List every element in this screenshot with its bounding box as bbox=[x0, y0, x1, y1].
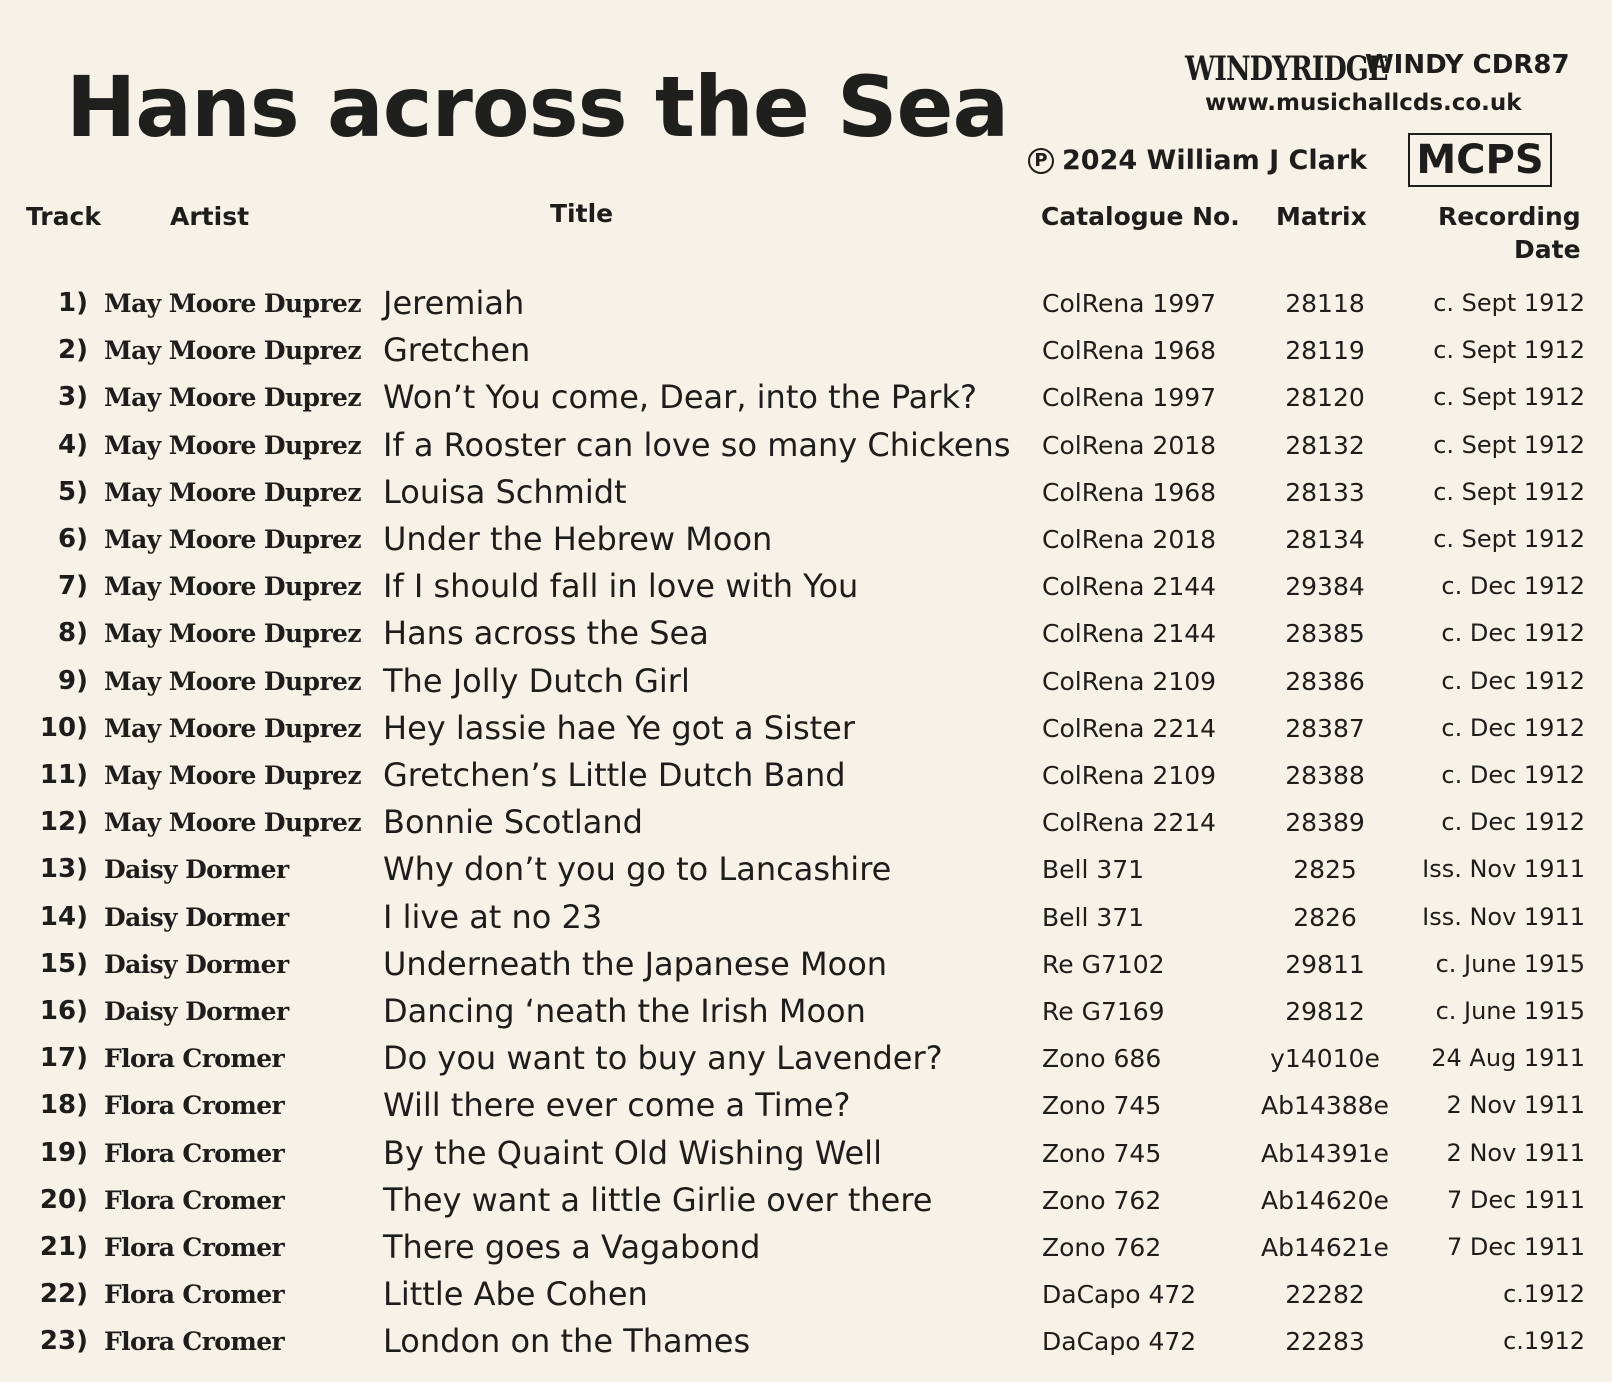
track-artist: Flora Cromer bbox=[104, 1327, 285, 1357]
track-recording-date: c. Dec 1912 bbox=[1441, 666, 1585, 695]
track-title: Hans across the Sea bbox=[383, 614, 709, 653]
track-recording-date: c. Dec 1912 bbox=[1441, 572, 1585, 601]
track-matrix: 2826 bbox=[1293, 902, 1357, 932]
track-catalogue-number: Zono 745 bbox=[1042, 1138, 1162, 1168]
copyright-line bbox=[1028, 145, 1367, 176]
track-row bbox=[0, 280, 1612, 327]
track-title: There goes a Vagabond bbox=[383, 1228, 761, 1266]
track-number: 14) bbox=[39, 901, 88, 932]
track-row bbox=[0, 1177, 1612, 1224]
track-row bbox=[0, 894, 1612, 941]
track-matrix: 28118 bbox=[1285, 289, 1365, 318]
track-recording-date: c. Dec 1912 bbox=[1441, 761, 1585, 789]
album-catalogue-number: WINDY CDR87 bbox=[1365, 50, 1570, 80]
track-number: 12) bbox=[39, 807, 88, 838]
track-number: 1) bbox=[58, 288, 88, 318]
track-matrix: 2825 bbox=[1293, 855, 1357, 885]
track-artist: May Moore Duprez bbox=[104, 383, 361, 413]
track-title: London on the Thames bbox=[383, 1322, 751, 1361]
track-number: 20) bbox=[39, 1184, 88, 1215]
track-number: 10) bbox=[39, 712, 88, 743]
track-artist: May Moore Duprez bbox=[104, 713, 361, 743]
track-matrix: 28120 bbox=[1285, 383, 1365, 413]
track-matrix: 28133 bbox=[1285, 477, 1365, 507]
track-row bbox=[0, 422, 1612, 469]
track-catalogue-number: ColRena 2144 bbox=[1042, 619, 1217, 649]
track-artist: Daisy Dormer bbox=[104, 997, 289, 1026]
track-row bbox=[0, 1271, 1612, 1318]
track-number: 9) bbox=[58, 665, 88, 696]
track-catalogue-number: ColRena 2109 bbox=[1042, 666, 1217, 696]
track-artist: May Moore Duprez bbox=[104, 761, 361, 790]
track-matrix: 29384 bbox=[1285, 572, 1365, 602]
track-title: Little Abe Cohen bbox=[383, 1275, 648, 1314]
track-artist: Daisy Dormer bbox=[104, 902, 289, 932]
track-artist: Flora Cromer bbox=[104, 1280, 285, 1310]
track-title: Dancing ‘neath the Irish Moon bbox=[383, 992, 866, 1030]
track-recording-date: 2 Nov 1911 bbox=[1446, 1091, 1585, 1120]
track-row bbox=[0, 658, 1612, 705]
track-artist: May Moore Duprez bbox=[104, 430, 361, 460]
track-title: Do you want to buy any Lavender? bbox=[383, 1039, 943, 1078]
column-header-catalogue: Catalogue No. bbox=[1041, 202, 1240, 231]
column-header-matrix: Matrix bbox=[1276, 202, 1367, 231]
track-catalogue-number: DaCapo 472 bbox=[1042, 1280, 1197, 1310]
track-row bbox=[0, 516, 1612, 563]
track-number: 21) bbox=[39, 1232, 88, 1262]
track-matrix: 28388 bbox=[1285, 761, 1365, 790]
track-artist: May Moore Duprez bbox=[104, 666, 361, 696]
website-url: www.musichallcds.co.uk bbox=[1205, 90, 1522, 116]
track-artist: May Moore Duprez bbox=[104, 336, 361, 366]
track-recording-date: c. Dec 1912 bbox=[1441, 713, 1585, 742]
column-header-title: Title bbox=[550, 199, 614, 228]
track-recording-date: c. Sept 1912 bbox=[1433, 525, 1585, 553]
track-number: 23) bbox=[39, 1326, 88, 1357]
track-catalogue-number: Zono 686 bbox=[1042, 1044, 1162, 1074]
track-number: 6) bbox=[58, 524, 88, 554]
track-artist: May Moore Duprez bbox=[104, 619, 361, 649]
track-number: 18) bbox=[39, 1090, 88, 1121]
track-matrix: 22283 bbox=[1285, 1327, 1365, 1357]
track-row bbox=[0, 1224, 1612, 1271]
track-matrix: 28132 bbox=[1285, 430, 1365, 460]
track-number: 22) bbox=[39, 1279, 88, 1310]
track-title: Hey lassie hae Ye got a Sister bbox=[383, 708, 856, 747]
track-row bbox=[0, 327, 1612, 374]
track-recording-date: 24 Aug 1911 bbox=[1431, 1044, 1585, 1073]
track-number: 3) bbox=[58, 382, 88, 413]
track-row bbox=[0, 988, 1612, 1035]
track-recording-date: c. Sept 1912 bbox=[1433, 289, 1585, 317]
track-title: Underneath the Japanese Moon bbox=[383, 944, 888, 983]
track-catalogue-number: Zono 762 bbox=[1042, 1233, 1162, 1262]
track-artist: Daisy Dormer bbox=[104, 855, 289, 885]
track-catalogue-number: ColRena 2018 bbox=[1042, 525, 1217, 554]
track-recording-date: c.1912 bbox=[1503, 1280, 1585, 1309]
track-recording-date: c. June 1915 bbox=[1435, 997, 1585, 1025]
track-catalogue-number: ColRena 1997 bbox=[1042, 289, 1217, 318]
track-title: I live at no 23 bbox=[383, 897, 603, 936]
phonogram-copyright-icon: P bbox=[1028, 148, 1054, 174]
track-catalogue-number: ColRena 1968 bbox=[1042, 336, 1217, 366]
record-label-logo: WINDYRIDGE bbox=[1185, 50, 1388, 89]
track-row bbox=[0, 1318, 1612, 1365]
track-recording-date: c. Dec 1912 bbox=[1441, 808, 1585, 837]
column-header-artist: Artist bbox=[170, 202, 250, 231]
track-title: Gretchen bbox=[383, 331, 531, 370]
track-matrix: 28387 bbox=[1285, 713, 1365, 743]
track-catalogue-number: Bell 371 bbox=[1042, 855, 1145, 885]
track-matrix: 28385 bbox=[1285, 619, 1365, 649]
track-title: The Jolly Dutch Girl bbox=[383, 661, 690, 700]
track-number: 4) bbox=[58, 429, 88, 460]
track-matrix: 28389 bbox=[1285, 808, 1365, 838]
track-catalogue-number: Zono 762 bbox=[1042, 1185, 1162, 1215]
track-catalogue-number: Bell 371 bbox=[1042, 902, 1145, 932]
track-number: 8) bbox=[58, 618, 88, 649]
track-row bbox=[0, 610, 1612, 657]
track-catalogue-number: ColRena 2109 bbox=[1042, 761, 1217, 790]
column-header-date: Date bbox=[1514, 235, 1581, 264]
track-recording-date: c. Dec 1912 bbox=[1441, 619, 1585, 648]
track-matrix: Ab14621e bbox=[1261, 1233, 1389, 1262]
track-catalogue-number: ColRena 1968 bbox=[1042, 477, 1217, 507]
track-artist: May Moore Duprez bbox=[104, 572, 361, 602]
track-catalogue-number: ColRena 2144 bbox=[1042, 572, 1217, 602]
track-number: 15) bbox=[39, 948, 88, 979]
track-number: 11) bbox=[39, 760, 88, 790]
track-recording-date: c.1912 bbox=[1503, 1327, 1585, 1356]
track-catalogue-number: ColRena 2018 bbox=[1042, 430, 1217, 460]
track-title: If I should fall in love with You bbox=[383, 567, 859, 606]
track-number: 13) bbox=[39, 854, 88, 885]
track-row bbox=[0, 705, 1612, 752]
track-matrix: Ab14388e bbox=[1261, 1091, 1389, 1121]
track-title: Won’t You come, Dear, into the Park? bbox=[383, 378, 977, 417]
track-artist: Flora Cromer bbox=[104, 1138, 285, 1168]
track-catalogue-number: Re G7169 bbox=[1042, 997, 1165, 1026]
track-artist: May Moore Duprez bbox=[104, 525, 361, 554]
track-recording-date: c. Sept 1912 bbox=[1433, 336, 1585, 365]
track-row bbox=[0, 846, 1612, 893]
track-title: Louisa Schmidt bbox=[383, 472, 627, 511]
track-catalogue-number: ColRena 2214 bbox=[1042, 808, 1217, 838]
track-title: By the Quaint Old Wishing Well bbox=[383, 1133, 882, 1172]
track-artist: Flora Cromer bbox=[104, 1233, 285, 1262]
copyright-text: 2024 William J Clark bbox=[1062, 145, 1368, 176]
track-matrix: 28134 bbox=[1285, 525, 1365, 554]
track-catalogue-number: ColRena 2214 bbox=[1042, 713, 1217, 743]
track-number: 19) bbox=[39, 1137, 88, 1168]
track-title: Will there ever come a Time? bbox=[383, 1086, 851, 1125]
track-matrix: 28386 bbox=[1285, 666, 1365, 696]
mcps-badge: MCPS bbox=[1408, 133, 1552, 187]
track-matrix: y14010e bbox=[1270, 1044, 1380, 1074]
column-header-track: Track bbox=[26, 202, 101, 231]
track-artist: May Moore Duprez bbox=[104, 289, 361, 318]
track-matrix: Ab14620e bbox=[1261, 1185, 1389, 1215]
track-row bbox=[0, 469, 1612, 516]
track-title: Why don’t you go to Lancashire bbox=[383, 850, 892, 889]
track-title: Jeremiah bbox=[383, 284, 525, 322]
track-number: 17) bbox=[39, 1043, 88, 1074]
track-recording-date: c. Sept 1912 bbox=[1433, 430, 1585, 459]
track-artist: Flora Cromer bbox=[104, 1091, 285, 1121]
track-row bbox=[0, 799, 1612, 846]
track-title: Bonnie Scotland bbox=[383, 803, 643, 842]
track-recording-date: 7 Dec 1911 bbox=[1446, 1233, 1585, 1261]
track-title: Under the Hebrew Moon bbox=[383, 520, 773, 558]
track-matrix: 29812 bbox=[1285, 997, 1365, 1026]
album-title: Hans across the Sea bbox=[66, 58, 1009, 156]
track-matrix: 22282 bbox=[1285, 1280, 1365, 1310]
track-artist: May Moore Duprez bbox=[104, 477, 361, 507]
column-header-recording: Recording bbox=[1438, 202, 1581, 231]
track-row bbox=[0, 1035, 1612, 1082]
track-number: 7) bbox=[58, 571, 88, 602]
track-row bbox=[0, 1130, 1612, 1177]
track-artist: Flora Cromer bbox=[104, 1044, 285, 1074]
track-title: If a Rooster can love so many Chickens bbox=[383, 425, 1011, 464]
track-row bbox=[0, 1082, 1612, 1129]
track-recording-date: 2 Nov 1911 bbox=[1446, 1138, 1585, 1167]
track-catalogue-number: Zono 745 bbox=[1042, 1091, 1162, 1121]
track-recording-date: c. June 1915 bbox=[1435, 949, 1585, 978]
track-title: Gretchen’s Little Dutch Band bbox=[383, 756, 846, 794]
track-row bbox=[0, 563, 1612, 610]
track-matrix: 29811 bbox=[1285, 949, 1365, 979]
track-row bbox=[0, 752, 1612, 799]
track-title: They want a little Girlie over there bbox=[383, 1180, 933, 1219]
track-catalogue-number: DaCapo 472 bbox=[1042, 1327, 1197, 1357]
track-recording-date: Iss. Nov 1911 bbox=[1422, 855, 1585, 884]
track-recording-date: 7 Dec 1911 bbox=[1446, 1185, 1585, 1214]
track-recording-date: c. Sept 1912 bbox=[1433, 477, 1585, 506]
track-number: 16) bbox=[39, 996, 88, 1026]
track-artist: May Moore Duprez bbox=[104, 808, 361, 838]
track-recording-date: Iss. Nov 1911 bbox=[1422, 902, 1585, 931]
track-number: 5) bbox=[58, 476, 88, 507]
track-catalogue-number: ColRena 1997 bbox=[1042, 383, 1217, 413]
track-row bbox=[0, 374, 1612, 421]
track-catalogue-number: Re G7102 bbox=[1042, 949, 1165, 979]
track-artist: Flora Cromer bbox=[104, 1185, 285, 1215]
track-matrix: 28119 bbox=[1285, 336, 1365, 366]
track-number: 2) bbox=[58, 335, 88, 366]
track-artist: Daisy Dormer bbox=[104, 949, 289, 979]
track-recording-date: c. Sept 1912 bbox=[1433, 383, 1585, 412]
track-matrix: Ab14391e bbox=[1261, 1138, 1389, 1168]
track-row bbox=[0, 941, 1612, 988]
